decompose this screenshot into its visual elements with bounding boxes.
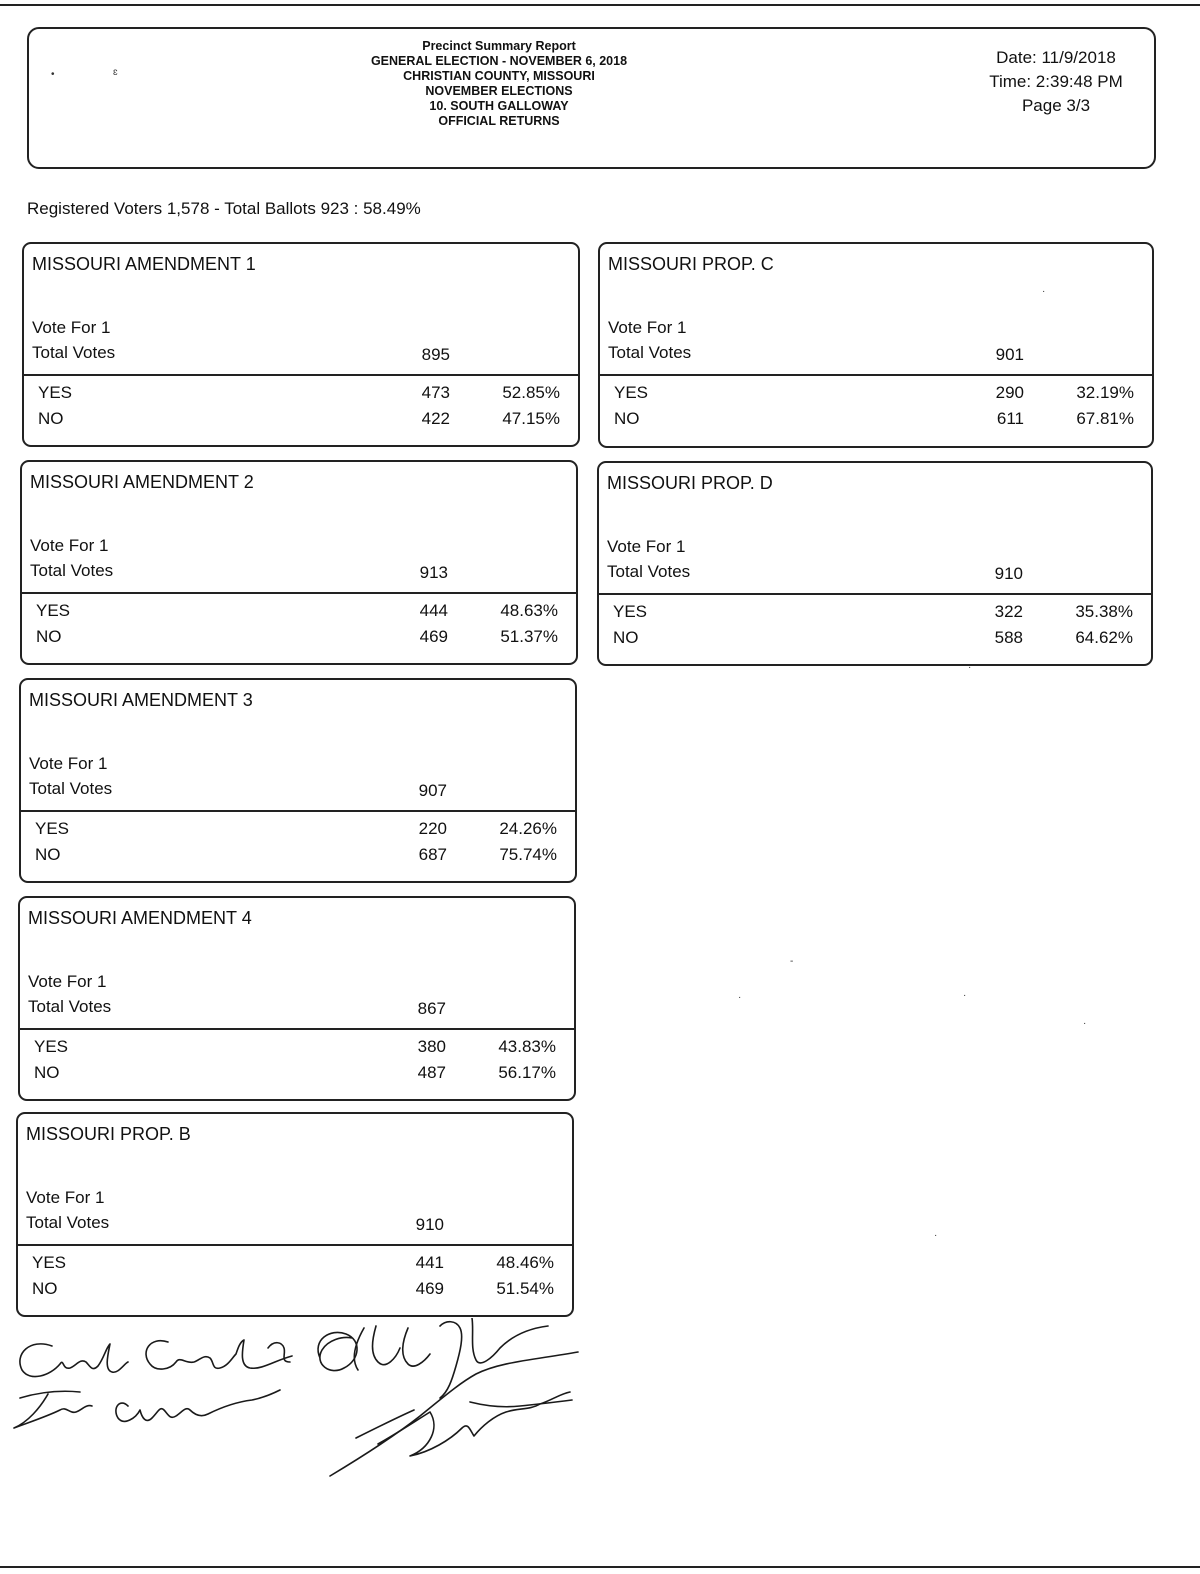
choice-row: [599, 602, 1151, 626]
choice-row: [20, 1037, 574, 1061]
choice-votes: 290: [995, 383, 1024, 402]
total-votes-value: 867: [417, 999, 446, 1018]
total-votes-label: Total Votes: [28, 997, 112, 1016]
total-votes-label: Total Votes: [32, 343, 116, 362]
choice-row: [22, 627, 576, 651]
choice-percent: 32.19%: [1076, 383, 1134, 402]
choice-label: NO: [613, 628, 639, 647]
returns-status: OFFICIAL RETURNS: [438, 114, 560, 128]
scan-speck: -: [790, 956, 794, 967]
choice-row: [599, 628, 1151, 652]
total-votes-value: 901: [995, 345, 1024, 364]
signature-stroke: [356, 1392, 570, 1456]
county-name: CHRISTIAN COUNTY, MISSOURI: [403, 69, 595, 83]
scan-speck: ·: [738, 992, 742, 1003]
choice-percent: 67.81%: [1076, 409, 1134, 428]
choice-label: YES: [38, 383, 73, 402]
choice-row: [600, 409, 1152, 433]
choice-label: NO: [614, 409, 640, 428]
page-number: Page 3/3: [1021, 96, 1091, 115]
signature-stroke: [354, 1326, 430, 1370]
choice-votes: 687: [418, 845, 447, 864]
signature-stroke: [440, 1318, 548, 1398]
choice-votes: 469: [419, 627, 448, 646]
report-title-block: [279, 39, 719, 129]
vote-for-label: Vote For 1: [608, 318, 687, 337]
choice-votes: 422: [421, 409, 450, 428]
vote-for-label: Vote For 1: [32, 318, 111, 337]
vote-for-label: Vote For 1: [26, 1188, 105, 1207]
choice-row: [18, 1253, 572, 1277]
choice-label: NO: [34, 1063, 60, 1082]
total-votes-label: Total Votes: [26, 1213, 110, 1232]
choice-label: YES: [36, 601, 71, 620]
choice-label: NO: [35, 845, 61, 864]
choice-votes: 469: [415, 1279, 444, 1298]
total-votes-label: Total Votes: [30, 561, 114, 580]
divider: [599, 593, 1151, 595]
contest-box: [18, 896, 576, 1101]
report-meta: [966, 46, 1146, 118]
total-votes-label: Total Votes: [608, 343, 692, 362]
contest-title: MISSOURI PROP. B: [26, 1124, 191, 1144]
choice-row: [21, 819, 575, 843]
signature-stroke: [268, 1343, 290, 1362]
signature-stroke: [20, 1344, 128, 1377]
choice-row: [20, 1063, 574, 1087]
contest-box: [22, 242, 580, 447]
total-votes-value: 895: [421, 345, 450, 364]
choice-label: YES: [613, 602, 648, 621]
signature-stroke: [116, 1390, 280, 1421]
choice-label: YES: [34, 1037, 69, 1056]
divider: [20, 1028, 574, 1030]
choice-label: YES: [35, 819, 70, 838]
choice-label: NO: [38, 409, 64, 428]
contest-box: [598, 242, 1154, 448]
divider: [18, 1244, 572, 1246]
signature-stroke: [318, 1332, 357, 1370]
divider: [24, 374, 578, 376]
scan-speck: ·: [968, 662, 972, 673]
contest-box: [19, 678, 577, 883]
total-votes-label: Total Votes: [29, 779, 113, 798]
choice-percent: 56.17%: [498, 1063, 556, 1082]
total-votes-value: 910: [415, 1215, 444, 1234]
choice-percent: 48.46%: [496, 1253, 554, 1272]
signature-stroke: [470, 1400, 572, 1407]
contest-title: MISSOURI PROP. D: [607, 473, 773, 493]
vote-for-label: Vote For 1: [29, 754, 108, 773]
divider: [21, 810, 575, 812]
contest-box: [16, 1112, 574, 1317]
choice-votes: 611: [996, 409, 1024, 428]
choice-votes: 322: [994, 602, 1023, 621]
contest-title: MISSOURI AMENDMENT 3: [29, 690, 253, 710]
scan-speck: ɛ: [113, 67, 118, 78]
choice-votes: 380: [417, 1037, 446, 1056]
choice-votes: 441: [415, 1253, 444, 1272]
total-votes-value: 910: [994, 564, 1023, 583]
contest-title: MISSOURI AMENDMENT 4: [28, 908, 252, 928]
choice-percent: 43.83%: [498, 1037, 556, 1056]
contest-box: [597, 461, 1153, 666]
scan-speck: ·: [934, 1230, 938, 1241]
choice-votes: 473: [421, 383, 450, 402]
turnout-summary: Registered Voters 1,578 - Total Ballots 923 : 58.49%: [27, 199, 421, 218]
top-rule: [0, 4, 1200, 6]
scan-speck: ·: [1042, 286, 1046, 297]
choice-percent: 75.74%: [499, 845, 557, 864]
report-date: Date: 11/9/2018: [996, 48, 1116, 67]
scan-speck: ·: [1083, 1018, 1087, 1029]
choice-votes: 588: [994, 628, 1023, 647]
divider: [600, 374, 1152, 376]
choice-votes: 220: [418, 819, 447, 838]
choice-percent: 51.37%: [500, 627, 558, 646]
signature-stroke: [146, 1340, 292, 1369]
report-header: [27, 27, 1156, 169]
choice-votes: 444: [419, 601, 448, 620]
choice-label: NO: [32, 1279, 58, 1298]
choice-row: [24, 409, 578, 433]
choice-row: [21, 845, 575, 869]
scan-speck: ·: [963, 990, 967, 1001]
choice-label: YES: [614, 383, 649, 402]
vote-for-label: Vote For 1: [28, 972, 107, 991]
choice-row: [24, 383, 578, 407]
choice-percent: 47.15%: [502, 409, 560, 428]
report-time: Time: 2:39:48 PM: [989, 72, 1123, 91]
election-name: GENERAL ELECTION - NOVEMBER 6, 2018: [370, 54, 628, 68]
election-group: NOVEMBER ELECTIONS: [425, 84, 573, 98]
contest-title: MISSOURI PROP. C: [608, 254, 774, 274]
choice-percent: 52.85%: [502, 383, 560, 402]
vote-for-label: Vote For 1: [30, 536, 109, 555]
total-votes-value: 907: [418, 781, 447, 800]
choice-percent: 35.38%: [1075, 602, 1133, 621]
choice-label: NO: [36, 627, 62, 646]
total-votes-label: Total Votes: [607, 562, 691, 581]
scan-speck: •: [51, 69, 55, 80]
total-votes-value: 913: [419, 563, 448, 582]
choice-percent: 24.26%: [499, 819, 557, 838]
choice-percent: 48.63%: [500, 601, 558, 620]
precinct-name: 10. SOUTH GALLOWAY: [429, 99, 569, 113]
choice-row: [600, 383, 1152, 407]
signatures: [0, 1318, 600, 1488]
signature-stroke: [14, 1391, 92, 1428]
vote-for-label: Vote For 1: [607, 537, 686, 556]
choice-row: [18, 1279, 572, 1303]
choice-row: [22, 601, 576, 625]
bottom-rule: [0, 1566, 1200, 1568]
choice-percent: 51.54%: [496, 1279, 554, 1298]
contest-title: MISSOURI AMENDMENT 1: [32, 254, 256, 274]
contest-title: MISSOURI AMENDMENT 2: [30, 472, 254, 492]
choice-label: YES: [32, 1253, 67, 1272]
report-title: Precinct Summary Report: [422, 39, 576, 53]
choice-percent: 64.62%: [1075, 628, 1133, 647]
choice-votes: 487: [417, 1063, 446, 1082]
contest-box: [20, 460, 578, 665]
divider: [22, 592, 576, 594]
